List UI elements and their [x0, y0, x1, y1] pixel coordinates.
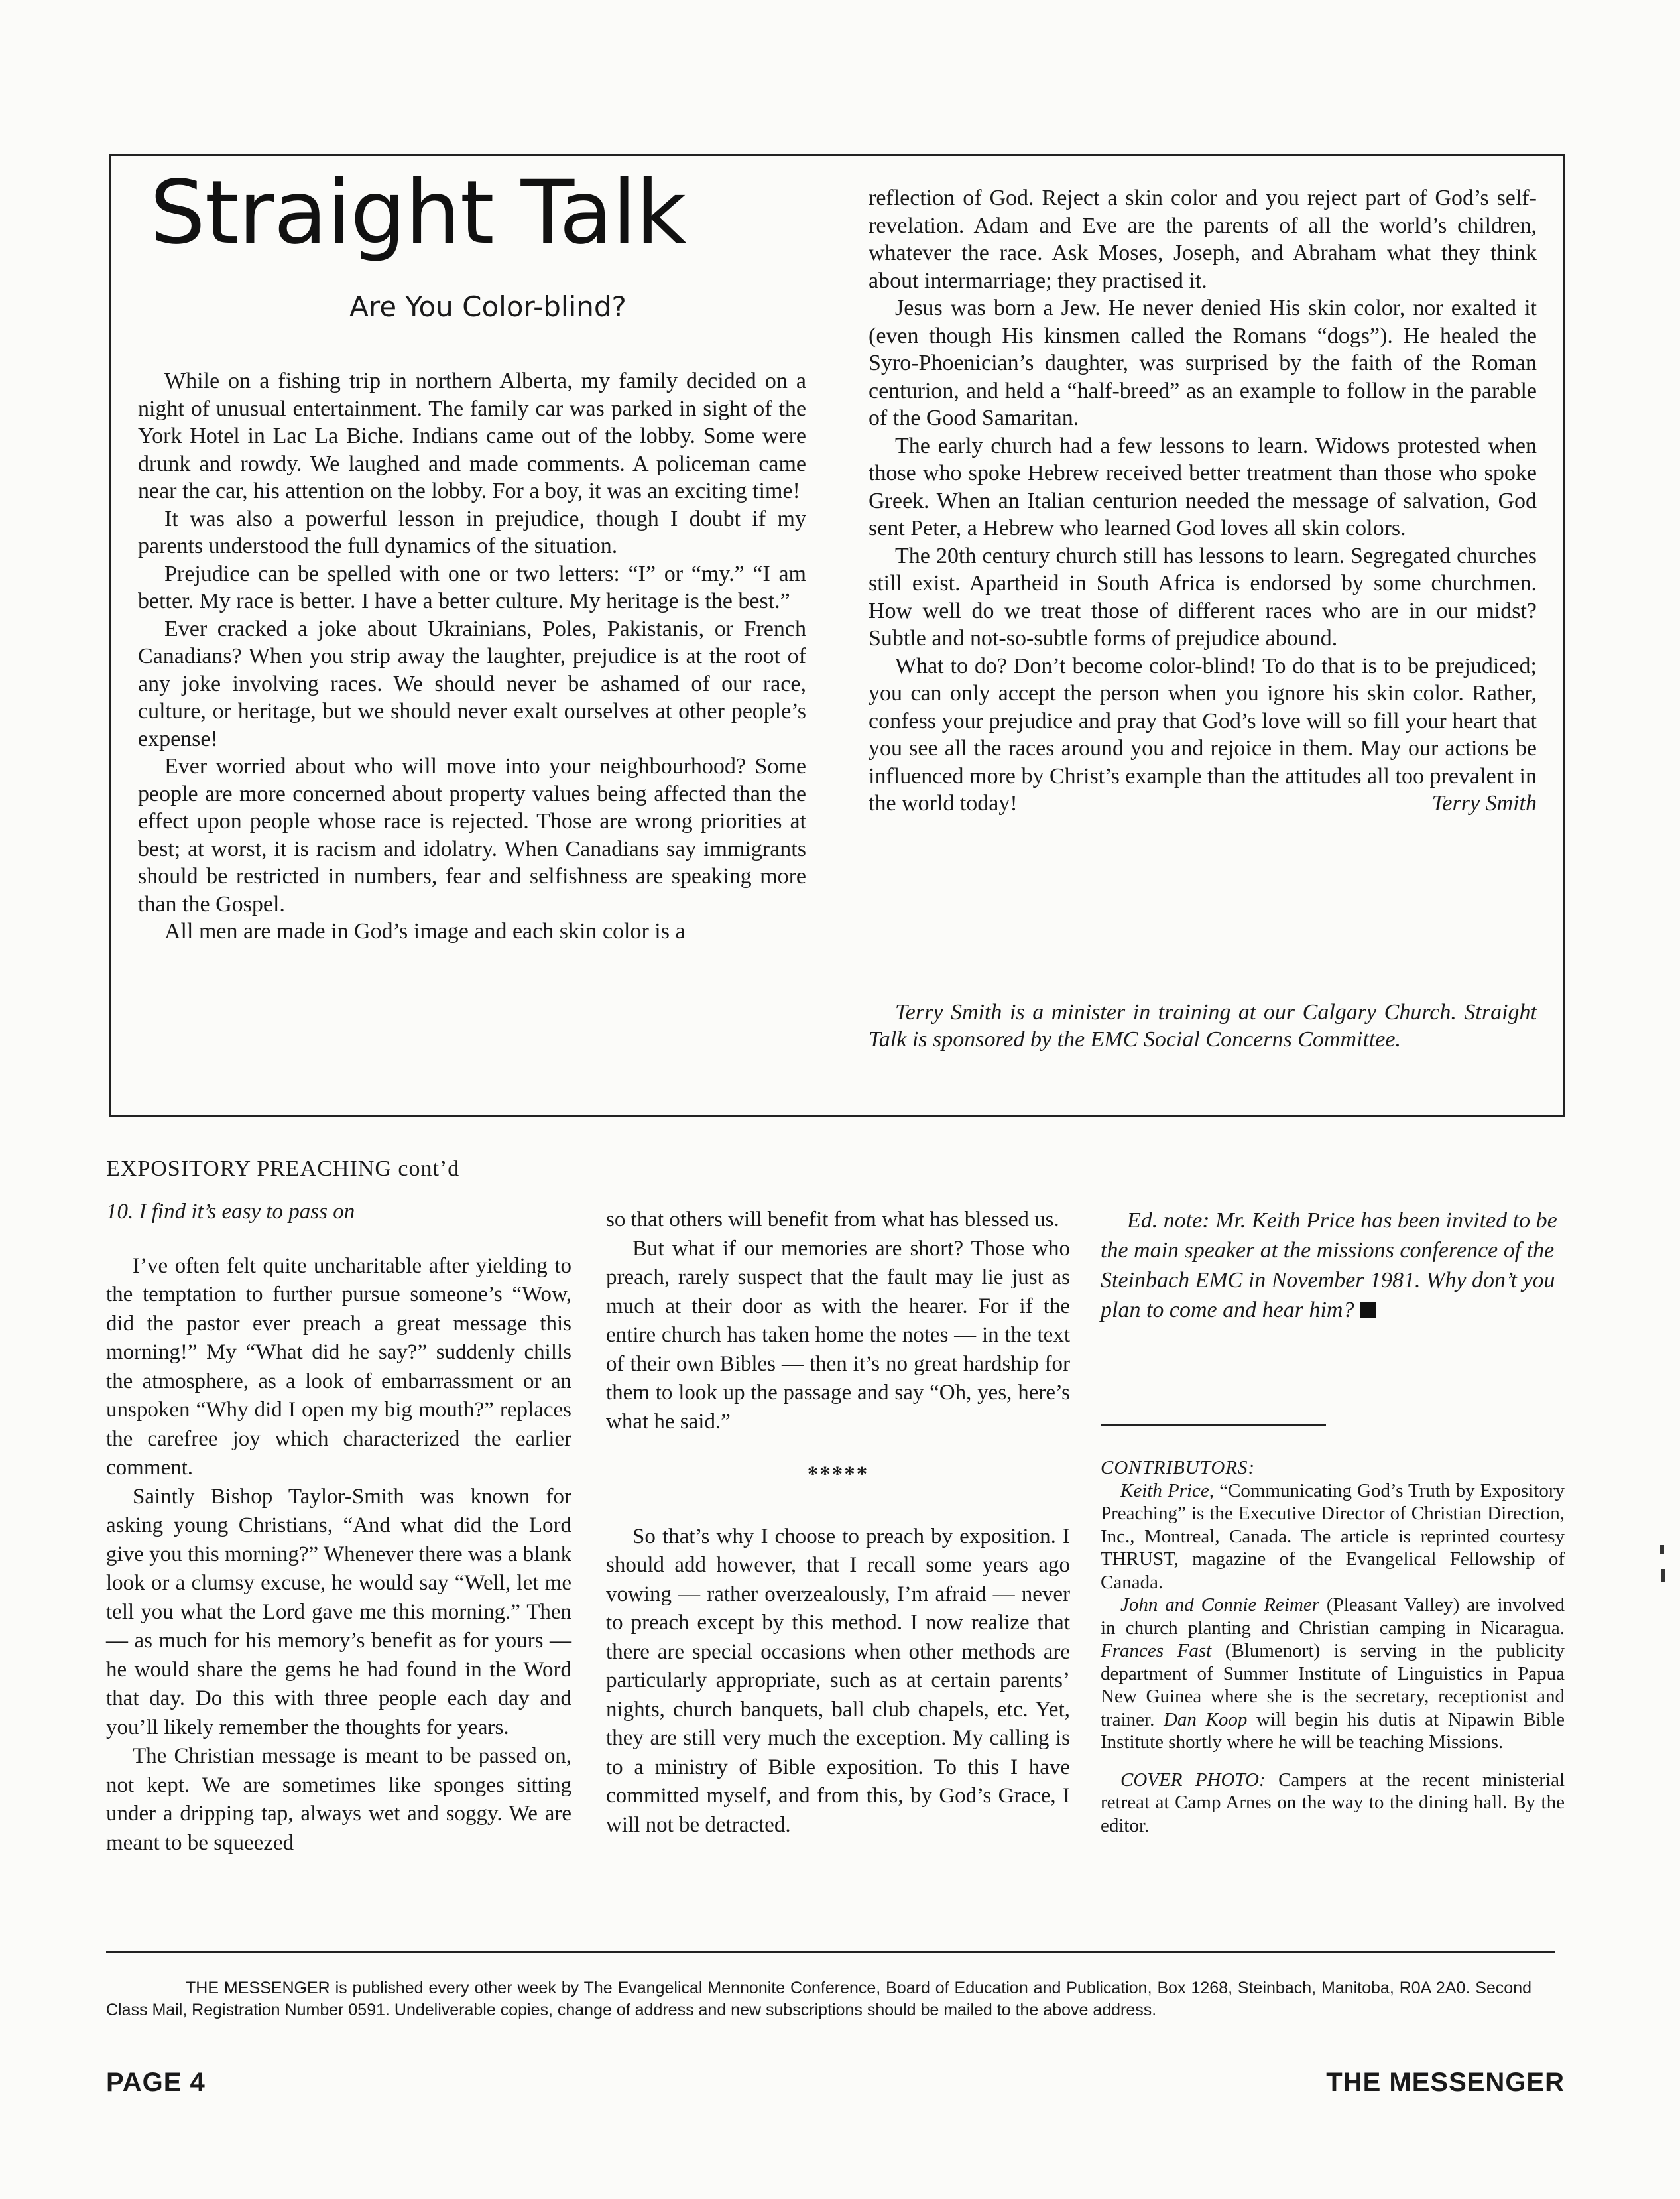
page-number: PAGE 4	[106, 2068, 206, 2097]
paragraph: It was also a powerful lesson in prejudice, though I doubt if my parents understood the full dynamics of the situation.	[138, 506, 806, 558]
paragraph: Prejudice can be spelled with one or two letters: “I” or “my.” “I am better. My race is better. I have a better culture. My heritage is the best.”	[138, 561, 806, 613]
paragraph: reflection of God. Reject a skin color and you reject part of God’s self-revelation. Adam and Eve are the parents of all the world’s children, whatever the race. Ask Moses, Joseph, and Abraham what they think about intermarriage; they practised it.	[869, 186, 1537, 293]
paragraph: I’ve often felt quite uncharitable after yielding to the temptation to further pursue someone’s “Wow, did the pastor ever preach a great message this morning!” My “What did he say?” suddenly chills the atmosphere, as a look of embarrassment or an unspoken “Why did I open my big mouth?” replaces the carefree joy which characterized the earlier comment.	[106, 1253, 571, 1479]
straight-talk-left-column	[138, 367, 806, 946]
paragraph: The 20th century church still has lessons to learn. Segregated churches still exist. Apartheid in South Africa is endorsed by some churchmen. How well do we treat those of different races who are in our midst? Subtle and not-so-subtle forms of prejudice abound.	[869, 543, 1537, 651]
expository-column-1	[106, 1198, 571, 1857]
paragraph: Jesus was born a Jew. He never denied His skin color, nor exalted it (even though His kinsmen called the Romans “dogs”). He healed the Syro-Phoenician’s daughter, was surprised by the faith of the Roman centurion, and held a “half-breed” as an example to follow in the parable of the Good Samaritan.	[869, 296, 1537, 430]
editor-note-text: Ed. note: Mr. Keith Price has been invited to be the main speaker at the missions conference of the Steinbach EMC in November 1981. Why don’t you plan to come and hear him?	[1101, 1208, 1557, 1322]
expository-subhead: 10. I find it’s easy to pass on	[106, 1200, 355, 1224]
paragraph: so that others will benefit from what has blessed us.	[606, 1208, 1059, 1231]
contributor-name: Frances Fast	[1101, 1640, 1212, 1661]
paragraph: While on a fishing trip in northern Alberta, my family decided on a night of unusual entertainment. The family car was parked in sight of the York Hotel in Lac La Biche. Indians came out of the lobby. Some were drunk and rowdy. We laughed and made comments. A policeman came near the car, his attention on the lobby. For a boy, it was an exciting time!	[138, 369, 806, 503]
cover-photo-credit: COVER PHOTO: Campers at the recent ministerial retreat at Camp Arnes on the way to the dining hall. By the editor.	[1101, 1769, 1565, 1836]
straight-talk-right-column	[869, 184, 1537, 818]
expository-heading: EXPOSITORY PREACHING cont’d	[106, 1157, 460, 1181]
publication-info: THE MESSENGER is published every other week by The Evangelical Mennonite Conference, Board of Education and Publication, Box 1268, Steinbach, Manitoba, R0A 2A0. Second Class Mail, Registration Number 0591. Undeliverable copies, change of address and new subscriptions should be mailed to the above address.	[106, 1979, 1531, 2019]
contributors-heading: CONTRIBUTORS:	[1101, 1457, 1256, 1478]
author-note: Terry Smith is a minister in training at our Calgary Church. Straight Talk is sponsored by the EMC Social Concerns Committee.	[869, 1000, 1537, 1052]
section-separator: *****	[807, 1462, 869, 1486]
last-paragraph-text: What to do? Don’t become color-blind! To do that is to be prejudiced; you can only accept the person when you ignore his skin color. Rather, confess your prejudice and pray that God’s love will so fill your heart that you see all the races around you and rejoice in them. May our actions be influenced more by Christ’s example than the attitudes all too prevalent in the world today!	[869, 653, 1537, 816]
contributor-name: John and Connie Reimer	[1120, 1594, 1320, 1615]
expository-column-3	[1101, 1206, 1565, 1325]
contributor-entry: Keith Price, “Communicating God’s Truth by Expository Preaching” is the Executive Director of Christian Direction, Inc., Montreal, Canada. The article is reprinted courtesy THRUST, magazine of the Evangelical Fellowship of Canada.	[1101, 1479, 1565, 1593]
end-mark-icon	[1360, 1302, 1376, 1318]
margin-mark	[1661, 1569, 1665, 1582]
paragraph: The early church had a few lessons to learn. Widows protested when those who spoke Hebrew received better treatment than those who spoke Greek. When an Italian centurion needed the message of salvation, God sent Peter, a Hebrew who learned God loves all skin colors.	[869, 433, 1537, 540]
paragraph: So that’s why I choose to preach by exposition. I should add however, that I recall some years ago vowing — rather overzealously, I’m afraid — never to preach except by this method. I now realize that there are special occasions when other methods are particularly appropriate, such as at certain parents’ nights, church banquets, ball club chapels, etc. Yet, they are still very much the exception. My calling is to a ministry of Bible exposition. To this I have committed myself, and from this, by God’s Grace, I will not be detracted.	[606, 1524, 1070, 1837]
paragraph: Ever worried about who will move into your neighbourhood? Some people are more concerned about property values being affected than the effect upon people whose race is rejected. Those are wrong priorities at best; at worst, it is racism and idolatry. When Canadians say immigrants should be restricted in numbers, fear and selfishness are speaking more than the Gospel.	[138, 754, 806, 916]
footer-divider	[106, 1951, 1555, 1953]
contributors-section	[1101, 1456, 1565, 1837]
paragraph: But what if our memories are short? Those who preach, rarely suspect that the fault may lie just as much at their door as with the hearer. For if the entire church has taken home the notes — in the text of their own Bibles — then it’s no great hardship for them to look up the passage and say “Oh, yes, here’s what he said.”	[606, 1236, 1070, 1434]
paragraph	[869, 653, 1537, 818]
contributor-entry: John and Connie Reimer (Pleasant Valley) are involved in church planting and Christian camping in Nicaragua. Frances Fast (Blumenort) is serving in the publicity department of Summer Institute of Linguistics in Papua New Guinea where she is the secretary, receptionist and trainer. Dan Koop will begin his dutis at Nipawin Bible Institute shortly where he will be teaching Missions.	[1101, 1594, 1565, 1753]
paragraph: Ever cracked a joke about Ukrainians, Poles, Pakistanis, or French Canadians? When you strip away the laughter, prejudice is at the root of any joke involving races. We should never be ashamed of our race, culture, or heritage, but we should never exalt ourselves at other people’s expense!	[138, 616, 806, 751]
margin-mark	[1660, 1545, 1664, 1554]
paragraph: All men are made in God’s image and each skin color is a	[164, 919, 686, 944]
expository-column-2	[606, 1206, 1070, 1840]
divider	[1101, 1424, 1326, 1426]
magazine-name: THE MESSENGER	[1326, 2068, 1565, 2097]
contributor-name: Keith Price,	[1120, 1479, 1215, 1501]
straight-talk-subtitle: Are You Color-blind?	[349, 290, 627, 323]
author-signature: Terry Smith	[1431, 791, 1537, 816]
contributor-name: Dan Koop	[1163, 1708, 1248, 1730]
straight-talk-title: Straight Talk	[150, 162, 686, 264]
editor-note	[1101, 1206, 1565, 1325]
paragraph: Saintly Bishop Taylor-Smith was known for asking young Christians, “And what did the Lord give you this morning?” Whenever there was a blank look or a clumsy excuse, he would say “Well, let me tell you what the Lord gave me this morning.” Then — as much for his memory’s benefit as for yours — he would share the gems he had found in the Word that day. Do this with three people each day and you’ll likely remember the thoughts for years.	[106, 1484, 571, 1739]
cover-photo-label: COVER PHOTO:	[1120, 1769, 1266, 1791]
paragraph: The Christian message is meant to be passed on, not kept. We are sometimes like sponges sitting under a dripping tap, always wet and soggy. We are meant to be squeezed	[106, 1744, 571, 1855]
